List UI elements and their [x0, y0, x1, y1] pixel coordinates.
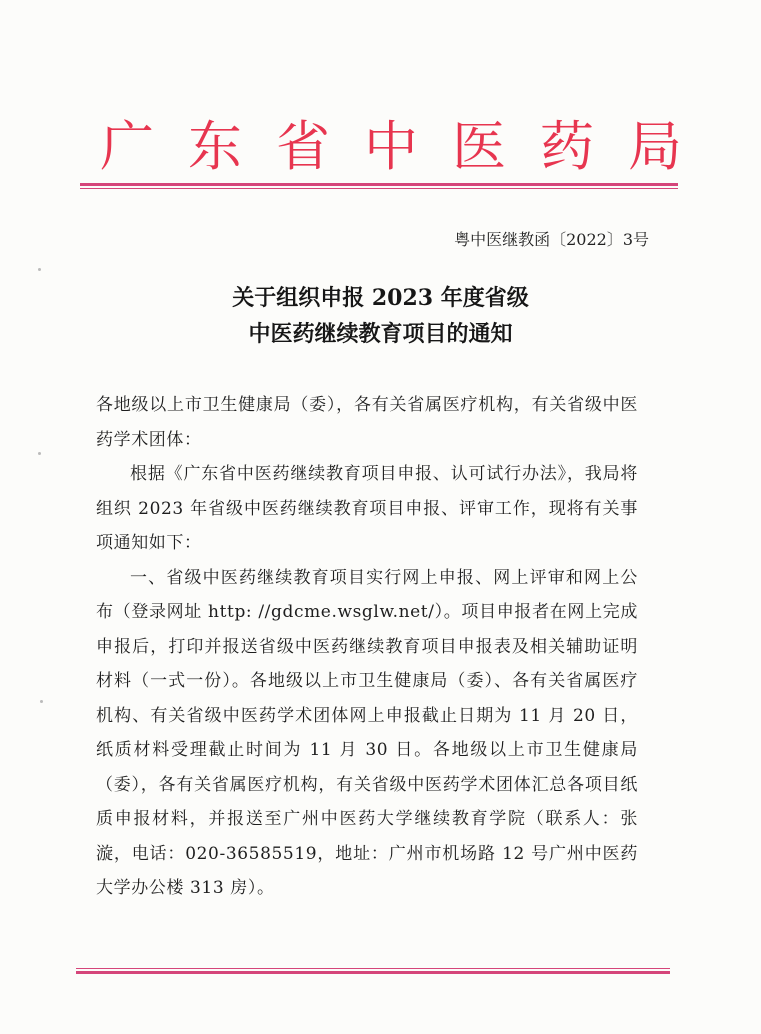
scan-speck: [38, 452, 41, 455]
document-body: [96, 388, 638, 906]
body-paragraph: 根据《广东省中医药继续教育项目申报、认可试行办法》，我局将组织 2023 年省级中医药继续教育项目申报、评审工作，现将有关事项通知如下：: [96, 464, 638, 553]
scan-speck: [40, 700, 43, 703]
document-number: 粤中医继教函〔2022〕3号: [454, 230, 649, 249]
scan-speck: [38, 268, 41, 271]
document-title-line-2: 中医药继续教育项目的通知: [248, 321, 513, 347]
letterhead-org-name: 广东省中医药局: [100, 115, 716, 178]
addressee: 各地级以上市卫生健康局（委），各有关省属医疗机构，有关省级中医药学术团体：: [96, 395, 638, 450]
document-title-line-1: 关于组织申报 2023 年度省级: [232, 285, 529, 311]
body-paragraph: 一、省级中医药继续教育项目实行网上申报、网上评审和网上公布（登录网址 http: //gdcme.wsglw.net/）。项目申报者在网上完成申报后，打印并报送省级中医药继续教育项目申报表及相关辅助证明材料（一式一份）。各地级以上市卫生健康局（委）、各有关省属医疗机构、有关省级中医药学术团体网上申报截止日期为 11 月 20 日，纸质材料受理截止时间为 11 月 30 日。各地级以上市卫生健康局（委），各有关省属医疗机构，有关省级中医药学术团体汇总各项目纸质申报材料，并报送至广州中医药大学继续教育学院（联系人：张漩，电话：020-36585519，地址：广州市机场路 12 号广州中医药大学办公楼 313 房）。: [96, 567, 638, 898]
